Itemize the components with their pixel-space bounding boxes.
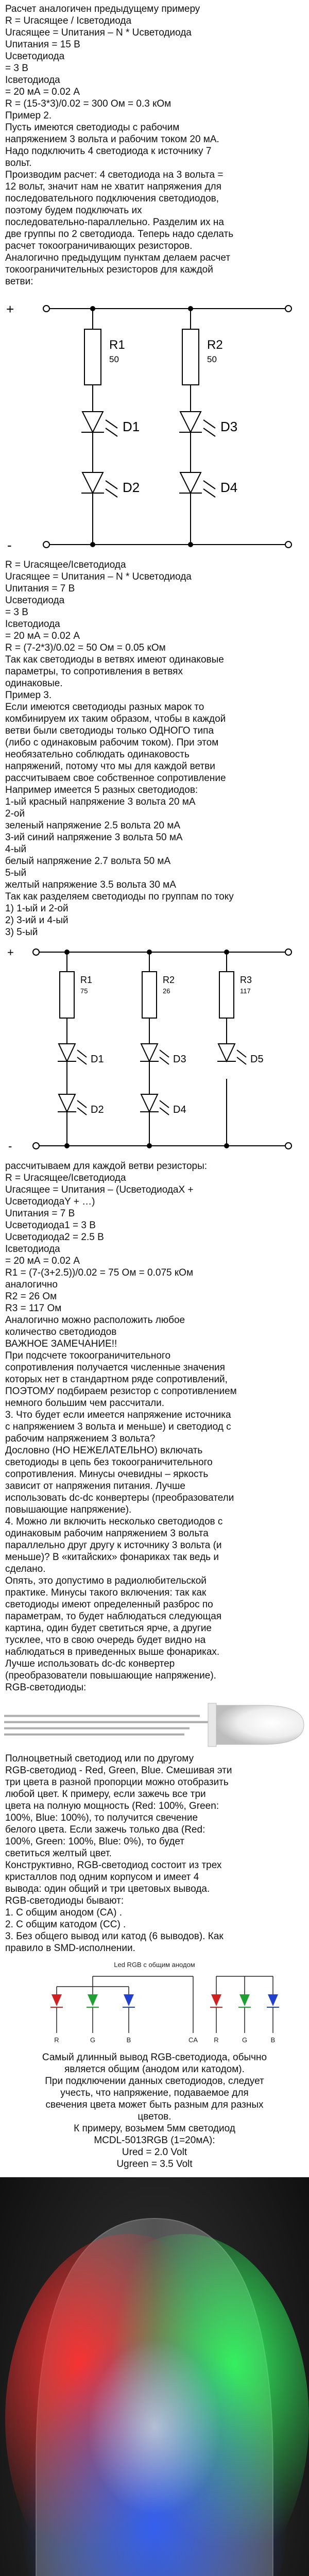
text-line: которых нет в стандартном ряде сопротивлений, [5,1374,228,1385]
led-d5-label: D5 [250,1054,264,1065]
text-line: напряжений, потому что мы для каждой ветви [5,761,215,772]
text-line: Аналогично предыдущим пунктам делаем расчет [5,252,231,263]
text-line: 4-ый [5,844,27,855]
text-line: одинаковые. [5,678,63,689]
led-d2-label: D2 [91,1104,104,1115]
led-green [87,1994,99,2007]
text-line: наблюдаться в приведенных выше фонариках. [5,1647,220,1657]
text-line: Uсветодиода1 = 3 В [5,1220,96,1231]
text-line: Uпитания = 7 В [5,583,75,594]
text-line: сопротивления. Минусы очевидны – яркость [5,1469,209,1480]
text-line: сделано. [5,1564,46,1574]
text-line: последовательно-параллельно. Разделим их на [5,217,224,228]
text-line: Пример 3. [5,690,52,701]
led-d2-label: D2 [123,480,140,495]
text-line: RGB-светодиоды: [5,1682,87,1693]
resistor-r3 [219,972,234,1018]
text-line: цветов. [138,2111,171,2122]
text-line: повышающие напряжение). [5,1504,132,1515]
text-line: последовательного подключения светодиодов, [5,193,219,204]
text-line: Лучше использовать dc-dc конвертер [5,1658,175,1669]
resistor-r2-label: R2 [207,338,223,352]
text-line: Uсветодиода [5,51,65,62]
text-line: 2) 3-ий и 4-ый [5,915,68,926]
pin-label: G [90,2036,96,2044]
pin-label: B [270,2036,276,2044]
resistor-r2 [142,972,157,1018]
text-line: = 20 мА = 0.02 А [5,631,80,641]
text-line: 1-ый красный напряжение 3 вольта 20 мА [5,796,196,807]
text-line: параллельно друг другу к источнику 3 вольта (и [5,1540,222,1551]
resistor-r1-label: R1 [109,338,125,352]
text-line: Iсветодиода [5,619,60,630]
text-line: Iсветодиода [5,75,60,86]
rgb-led-glow-photo [0,2177,309,2576]
text-line: Так как разделяем светодиоды по группам по току [5,891,234,902]
text-line: R1 = (7-(3+2.5))/0.02 = 75 Ом = 0.075 кОм [5,1267,194,1278]
text-line: Аналогично можно расположить любое [5,1315,185,1326]
text-line: свечения цвета может быть разным для разных [45,2099,264,2110]
text-line: Пример 2. [5,110,52,121]
led-d3 [140,1044,186,1079]
text-line: Опять, это допустимо в радиолюбительской [5,1575,207,1586]
pin-label: R [54,2036,59,2044]
led-d1 [81,412,140,453]
led-d1-label: D1 [91,1054,104,1065]
text-line: вольт. [5,158,32,168]
text-line: белый напряжение 2.7 вольта 50 мА [5,856,171,867]
text-line: меньше)? В «китайских» фонариках так ведь и [5,1552,219,1563]
text-line: 3) 5-ый [5,927,38,938]
led-d4-label: D4 [220,480,238,495]
text-line: с напряжением 3 вольта и меньше) и светодиод с [5,1421,231,1432]
text-line: Uгасящее = Uпитания – N * Uсветодиода [5,571,192,582]
text-line: Iсветодиода [5,1244,60,1255]
text-line: 4. Можно ли включить несколько светодиодов с [5,1516,223,1527]
text-line: является общим (анодом или катодом). [64,2064,245,2075]
text-line: напряжением 3 вольта и рабочим током 20 мА. [5,134,219,145]
led-d1-label: D1 [123,419,140,434]
text-line: К примеру, возьмем 5мм светодиод [74,2123,235,2134]
text-line: ВАЖНОЕ ЗАМЕЧАНИЕ!! [5,1338,117,1349]
text-line: 3. Без общего вывод или катод (6 выводов). Как [5,1931,224,1942]
text-line: ПОЭТОМУ подбираем резистор с сопротивлением [5,1386,237,1397]
text-line: Uсветодиода [5,595,65,606]
text-line: (преобразователи повышающие напряжение). [5,1670,216,1681]
text-line: светиться желтый цвет. [5,1848,112,1859]
text-section-2 [0,556,309,941]
text-line: Если имеются светодиоды разных марок то [5,702,204,713]
text-line: Расчет аналогичен предыдущему примеру [5,4,200,14]
text-line: Ured = 2.0 Volt [122,2147,187,2158]
text-line: RGB-светодиод - Red, Green, Blue. Смешивая эти [5,1765,232,1776]
plus-terminal: + [7,946,14,959]
text-line: необязательно соблюдать одинаковость [5,749,190,760]
text-line: использовать dc-dc конвертеры (преобразователи [5,1493,234,1503]
text-line: = 20 мА = 0.02 А [5,87,80,97]
text-line: Uгасящее = Uпитания – N * Uсветодиода [5,27,192,38]
text-line: белого цвета. Если зажечь только два (Red: [5,1824,205,1835]
text-line: две группы по 2 светодиода. Теперь надо сделать [5,229,234,240]
text-line: Например имеется 5 разных светодиодов: [5,785,198,795]
text-line: Uпитания = 7 В [5,1208,75,1219]
resistor-r1-value: 75 [80,987,88,995]
text-line: ветви: [5,276,33,287]
resistor-r2-value: 26 [163,987,170,995]
text-line: MCDL-5013RGB (1=20мА): [94,2135,215,2146]
text-line: R2 = 26 Ом [5,1291,57,1302]
led-d3-label: D3 [173,1054,186,1065]
text-line: R = Uгасящее/Iсветодиода [5,1173,126,1183]
text-line: Надо подключить 4 светодиода к источнику 7 [5,146,212,157]
text-line: немного большим чем рассчитали. [5,1398,165,1409]
text-line: поэтому будем подключать их [5,205,142,216]
led-blue [123,1994,135,2007]
text-line: При подсчете токоограничительного [5,1350,171,1361]
led-d4 [140,1094,186,1129]
text-line: сопротивления получается численные значения [5,1362,225,1373]
text-line: Uгасящее = Uпитания – (UсветодиодаX + [5,1184,194,1195]
text-line: R = Uгасящее/Iсветодиода [5,560,126,570]
led-green-2 [238,1994,251,2007]
text-line: При подключении данных светодиодов, следует [45,2076,264,2087]
circuit-diagram-1 [0,293,309,556]
text-line: Ugreen = 3.5 Volt [116,2159,193,2170]
resistor-r2 [182,329,199,385]
text-line: 5-ый [5,868,27,878]
text-line: Конструктивно, RGB-светодиод состоит из трех [5,1860,222,1871]
led-d1 [58,1044,104,1079]
led-d3-label: D3 [220,419,238,434]
pin-label: B [126,2036,131,2044]
text-line: рассчитываем свое собственное сопротивление [5,773,226,784]
resistor-r2-label: R2 [163,975,175,985]
text-line: RGB-светодиоды бывают: [5,1895,124,1906]
text-line: правило в SMD-исполнении. [5,1943,135,1954]
minus-terminal: - [8,1140,12,1153]
text-line: зависит от напряжения питания. Лучше [5,1481,185,1492]
led-d2 [58,1094,104,1129]
text-line: ветви были светодиоды только ОДНОГО типа [5,725,214,736]
text-line: кристаллов под одним корпусом и имеет 4 [5,1872,199,1883]
text-line: светодиоды в цепь без токоограничительного [5,1457,213,1468]
text-line: 3-ий синий напряжение 3 вольта 50 мА [5,832,183,843]
text-line: R = Uгасящее / Iсветодиода [5,15,132,26]
text-line: Производим расчет: 4 светодиода на 3 вольта = [5,170,224,180]
text-line: 100%, Green: 100%, Blue: 0%), то будет [5,1836,184,1847]
text-line: 1) 1-ый и 2-ой [5,903,68,914]
led-d4-label: D4 [173,1104,186,1115]
text-line: практике. Минусы такого включения: так как [5,1587,207,1598]
text-line: тусклее, что в свою очередь будет видно на [5,1635,206,1646]
text-line: 1. С общим анодом (CA) . [5,1907,122,1918]
text-line: желтый напряжение 3.5 вольта 30 мА [5,879,176,890]
text-line: Пусть имеются светодиоды с рабочим [5,122,180,133]
minus-terminal: - [7,537,12,553]
resistor-r1-label: R1 [80,975,93,985]
pin-label: R [214,2036,219,2044]
resistor-r2-value: 50 [207,354,217,364]
text-line: рассчитываем для каждой ветви резисторы: [5,1161,208,1172]
resistor-r3-value: 117 [240,987,251,995]
text-line: = 3 В [5,63,28,74]
text-line: R = (15-3*3)/0.02 = 300 Ом = 0.3 кОм [5,98,171,109]
text-line: Дословно (НО НЕЖЕЛАТЕЛЬНО) включать [5,1445,203,1456]
text-section-5 [0,2048,309,2177]
text-line: количество светодиодов [5,1327,117,1337]
text-line: Самый длинный вывод RGB-светодиода, обычно [42,2052,267,2063]
text-line: вывода: один общий и три цветовых вывода. [5,1884,210,1894]
text-line: комбинируем их таким образом, чтобы в каждой [5,714,226,724]
text-line: учесть, что напряжение, подаваемое для [60,2088,249,2098]
resistor-r1 [60,972,74,1018]
rgb-led-glow-image [0,2177,309,2576]
text-section-4 [0,1750,309,1956]
led-d2 [81,472,140,514]
led-d4 [179,472,237,514]
rgb-led-diagram [0,1956,309,2048]
rgb-led-photo-image [0,1698,309,1750]
text-line: 2. С общим катодом (CC) . [5,1919,126,1930]
text-line: расчет токоограничивающих резисторов. [5,241,193,251]
text-line: зеленый напряжение 2.5 вольта 20 мА [5,820,181,831]
text-line: R3 = 117 Ом [5,1303,62,1314]
text-line: = 3 В [5,607,28,618]
circuit-diagram-2 [0,941,309,1157]
led-d5 [217,1044,264,1065]
plus-terminal: + [6,301,14,317]
resistor-r1 [84,329,101,385]
text-line: три цвета в разной пропорции можно отобразить [5,1777,229,1788]
text-line: цвета на полную мощность (Red: 100%, Green: [5,1801,219,1811]
text-line: Так как светодиоды в ветвях имеют одинаковые [5,654,224,665]
text-line: 3. Что будет если имеется напряжение источника [5,1410,231,1420]
text-line: одинаковым рабочим напряжением 3 вольта [5,1528,209,1539]
led-red-2 [210,1994,222,2007]
text-line: Uсветодиода2 = 2.5 В [5,1232,104,1243]
rgb-led-photo [0,1698,309,1750]
text-line: любой цвет. К примеру, если зажечь все три [5,1789,206,1800]
pin-label: CA [188,2036,198,2044]
text-line: UсветодиодаY + …) [5,1196,95,1207]
text-line: Полноцветный светодиод или по другому [5,1753,194,1764]
pin-label: G [242,2036,248,2044]
text-line: картина, один будет светиться ярче, а другие [5,1623,212,1634]
text-line: = 20 мА = 0.02 А [5,1256,80,1266]
text-line: аналогично [5,1279,58,1290]
text-line: токоограничительных резисторов для каждой [5,264,213,275]
resistor-r1-value: 50 [109,354,119,364]
text-section-1 [0,0,309,293]
text-line: (либо с одинаковым рабочим током). При этом [5,737,219,748]
resistor-r3-label: R3 [240,975,252,985]
text-line: Uпитания = 15 В [5,39,80,50]
text-line: 2-ой [5,808,25,819]
rgb-diagram-title: Led RGB с общим анодом [114,1961,195,1969]
text-line: параметры, то сопротивления в ветвях [5,666,183,677]
led-blue-2 [267,1994,279,2007]
led-red [50,1994,63,2007]
led-d3 [179,412,237,453]
text-section-3 [0,1157,309,1698]
text-line: 12 вольт, значит нам не хватит напряжения для [5,181,221,192]
text-line: светодиоды имеют определенный разброс по [5,1599,213,1610]
text-line: параметрам, то будет наблюдаться следующая [5,1611,222,1622]
text-line: R = (7-2*3)/0.02 = 50 Ом = 0.05 кОм [5,642,166,653]
text-line: 100%, Blue: 100%), то получится свечение [5,1812,198,1823]
text-line: рабочим напряжением 3 вольта? [5,1433,156,1444]
